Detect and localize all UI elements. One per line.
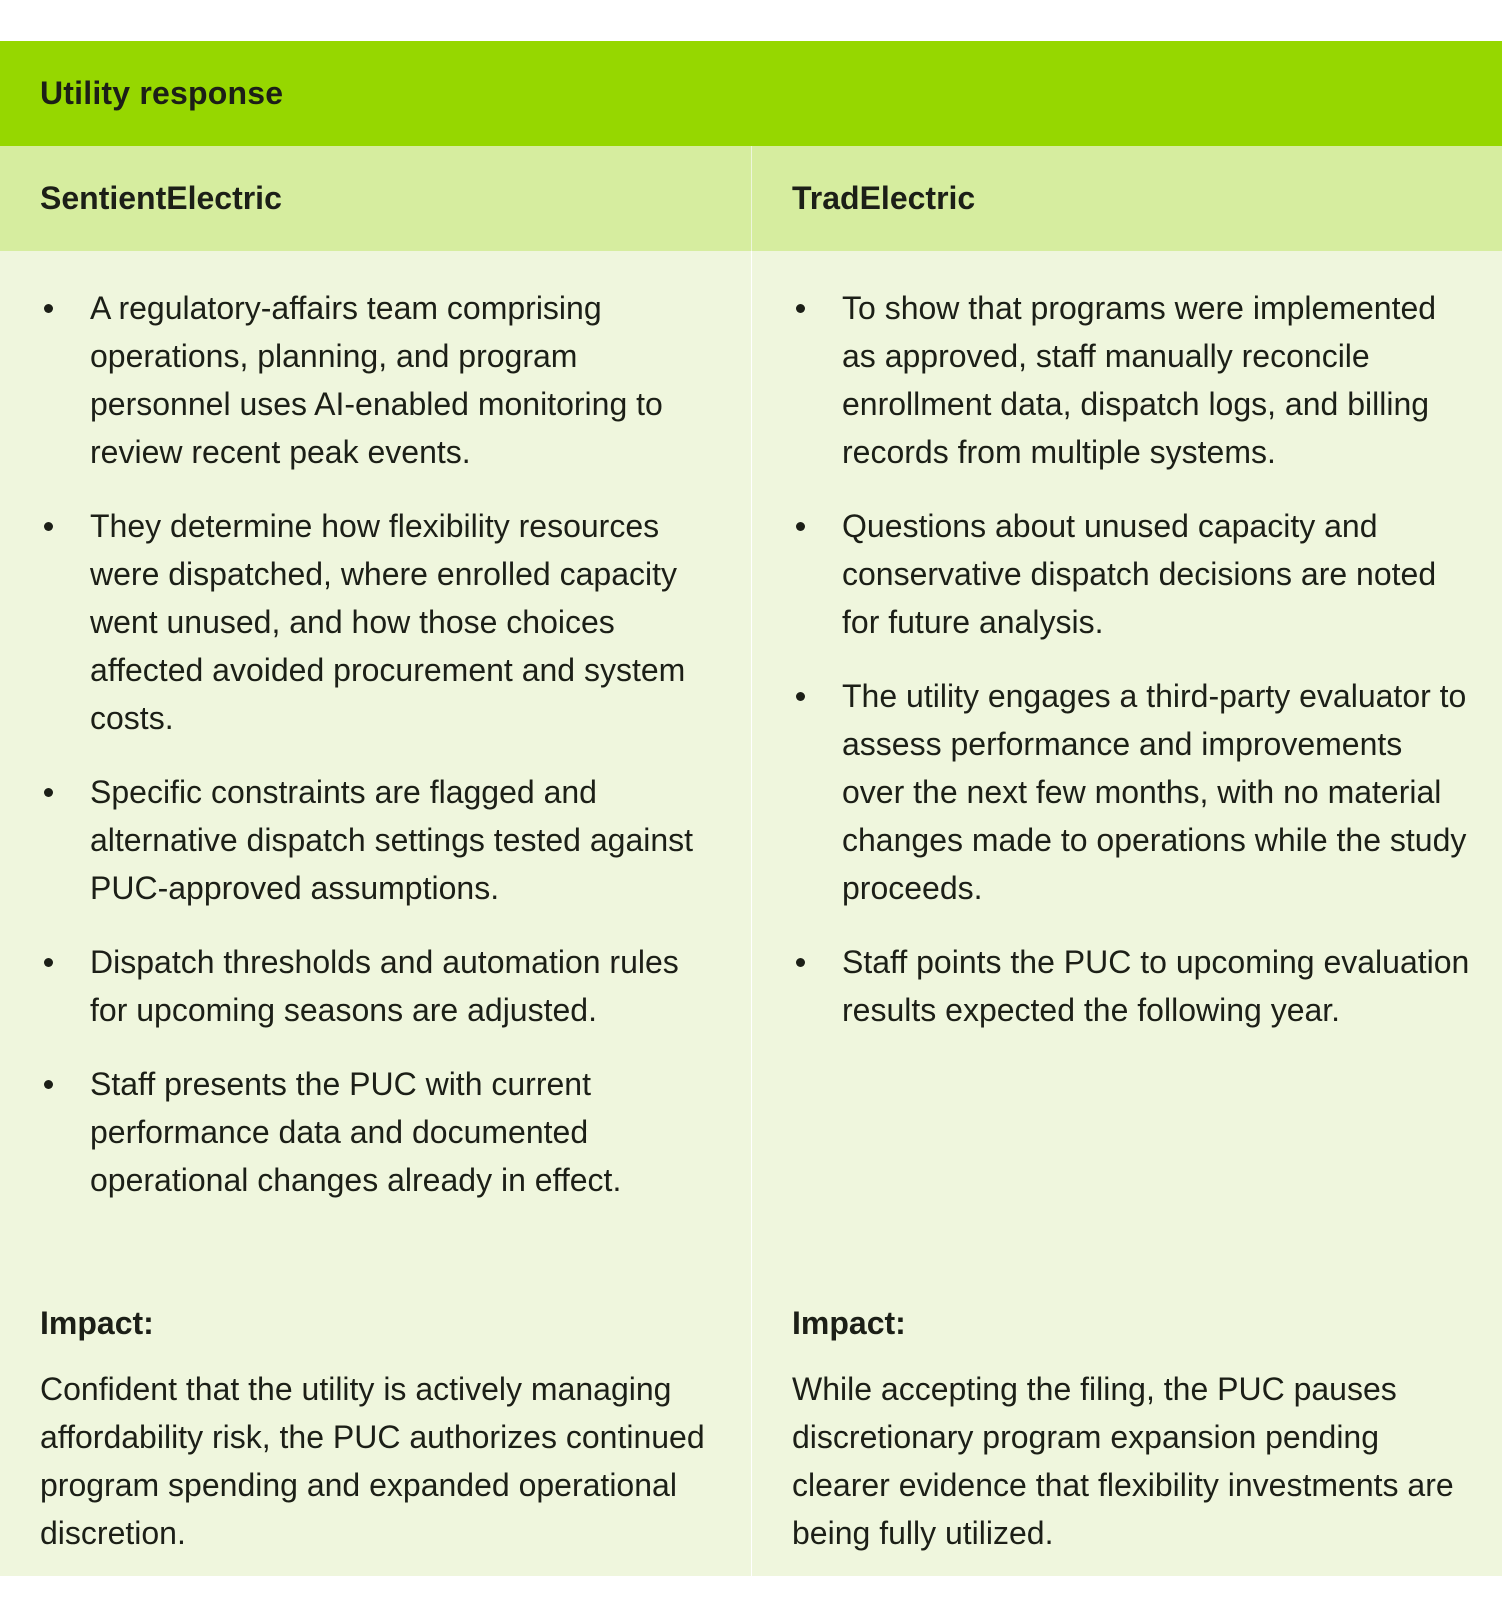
bullet-icon [44, 958, 53, 967]
list-item [752, 502, 1502, 646]
list-item [752, 672, 1502, 912]
bullet-icon [44, 1080, 53, 1089]
list-item-text: To show that programs were implemented as approved, staff manually reconcile enrollment data, dispatch logs, and billing records from multiple systems. [842, 290, 1437, 470]
list-item [752, 938, 1502, 1034]
column-title: SentientElectric [40, 180, 282, 216]
bullet-list [752, 284, 1502, 1060]
impact-label: Impact: [40, 1305, 154, 1341]
list-item [0, 502, 751, 742]
list-item-text: Staff presents the PUC with current performance data and documented operational changes already in effect. [90, 1066, 622, 1198]
column-title: TradElectric [792, 180, 976, 216]
table-title: Utility response [40, 75, 284, 111]
list-item-text: They determine how flexibility resources were dispatched, where enrolled capacity went unused, and how those choices affected avoided procurement and system costs. [90, 508, 686, 736]
impact-text: Confident that the utility is actively managing affordability risk, the PUC authorizes continued program spending and expanded operational discretion. [40, 1371, 705, 1551]
bullet-icon [44, 788, 53, 797]
bullet-icon [796, 522, 805, 531]
bullet-icon [44, 304, 53, 313]
bullet-icon [796, 692, 805, 701]
impact-text: While accepting the filing, the PUC pauses discretionary program expansion pending clearer evidence that flexibility investments are being fully utilized. [792, 1371, 1454, 1551]
bullet-list [0, 284, 751, 1230]
impact-section [40, 1299, 721, 1557]
impact-section [792, 1299, 1472, 1557]
utility-response-table [0, 41, 1502, 1576]
bullet-icon [796, 958, 805, 967]
column-header-row [0, 146, 1502, 251]
list-item-text: Specific constraints are flagged and alternative dispatch settings tested against PUC-approved assumptions. [90, 774, 694, 906]
list-item-text: Staff points the PUC to upcoming evaluation results expected the following year. [842, 944, 1470, 1028]
bullet-icon [796, 304, 805, 313]
list-item [0, 1060, 751, 1204]
column-tradelectric [751, 251, 1502, 1576]
list-item [752, 284, 1502, 476]
column-header-tradelectric [751, 146, 1502, 251]
list-item-text: The utility engages a third-party evaluator to assess performance and improvements over the next few months, with no material changes made to operations while the study proceeds. [842, 678, 1467, 906]
list-item [0, 768, 751, 912]
list-item-text: Dispatch thresholds and automation rules for upcoming seasons are adjusted. [90, 944, 679, 1028]
bullet-icon [44, 522, 53, 531]
list-item [0, 284, 751, 476]
table-body-row [0, 251, 1502, 1576]
list-item-text: Questions about unused capacity and conservative dispatch decisions are noted for future analysis. [842, 508, 1437, 640]
table-title-row [0, 41, 1502, 146]
impact-label: Impact: [792, 1305, 906, 1341]
column-header-sentientelectric [0, 146, 751, 251]
list-item [0, 938, 751, 1034]
list-item-text: A regulatory-affairs team comprising operations, planning, and program personnel uses AI-enabled monitoring to review recent peak events. [90, 290, 663, 470]
column-sentientelectric [0, 251, 751, 1576]
